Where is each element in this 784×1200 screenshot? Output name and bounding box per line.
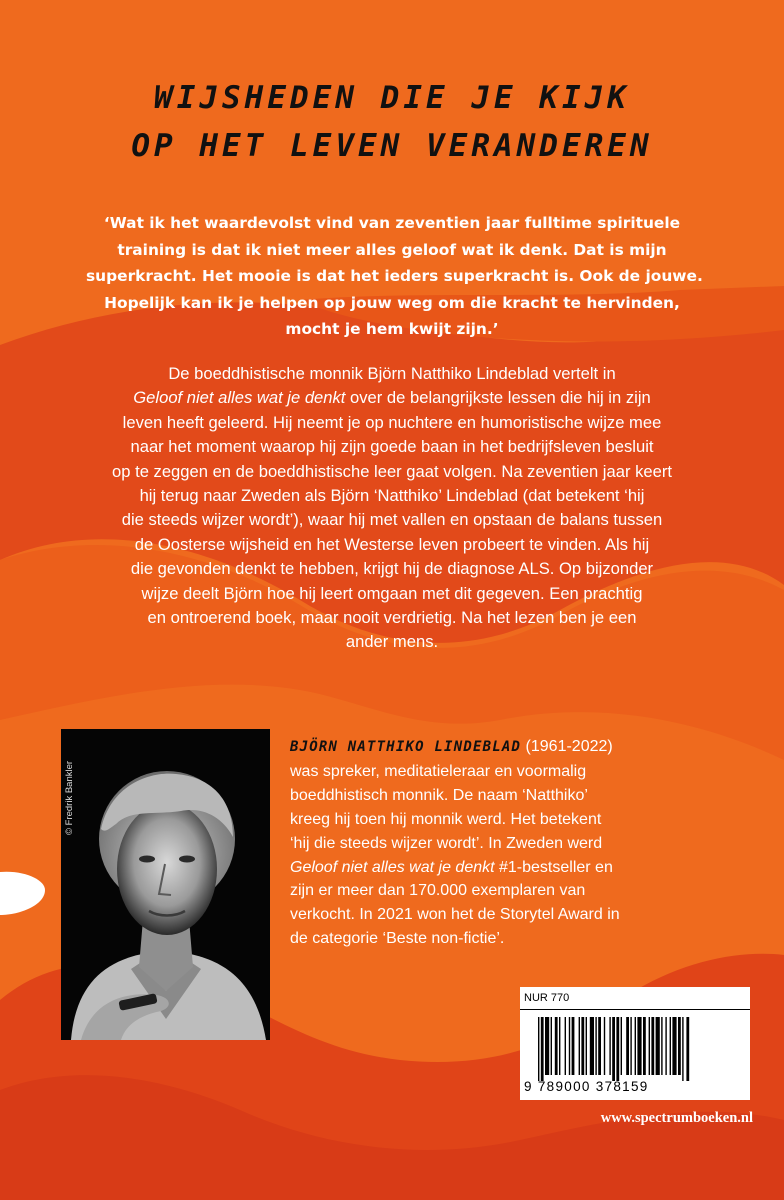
bio-line: kreeg hij toen hij monnik werd. Het betekent	[290, 810, 602, 828]
blurb-line: ander mens.	[345, 632, 439, 652]
publisher-website: www.spectrumboeken.nl	[600, 1110, 753, 1126]
headline-line-2: OP HET LEVEN VERANDEREN	[131, 128, 653, 164]
blurb	[92, 362, 692, 655]
bio-line: boeddhistisch monnik. De naam ‘Natthiko’	[290, 786, 588, 804]
bio-text: #1-bestseller en	[494, 858, 613, 876]
blurb-line: leven heeft geleerd. Hij neemt je op nuchtere en humoristische wijze mee	[122, 412, 662, 432]
blurb-line: wijze deelt Björn hoe hij leert omgaan met dit gegeven. Een prachtig	[141, 583, 643, 603]
quote-line: ‘Wat ik het waardevolst vind van zeventien jaar fulltime spirituele	[103, 214, 681, 232]
quote-line: superkracht. Het mooie is dat het ieders superkracht is. Ook de jouwe.	[86, 267, 703, 286]
headline-line-1: WIJSHEDEN DIE JE KIJK	[154, 80, 630, 116]
blurb-line: en ontroerend boek, maar nooit verdrietig. Na het lezen ben je een	[147, 608, 637, 628]
bio-line: zijn er meer dan 170.000 exemplaren van	[290, 882, 586, 900]
blurb-line: naar het moment waarop hij zijn goede baan in het bedrijfsleven besluit	[130, 437, 654, 457]
author-photo	[61, 729, 270, 1040]
bio-line: was spreker, meditatieleraar en voormalig	[290, 762, 587, 780]
book-title: Geloof niet alles wat je denkt	[290, 858, 495, 876]
blurb-line	[92, 386, 692, 410]
quote-line: training is dat ik niet meer alles geloof wat ik denk. Dat is mijn	[117, 240, 667, 259]
bio-line: de categorie ‘Beste non-fictie’.	[290, 930, 505, 948]
blurb-line: op te zeggen en de boeddhistische leer gaat volgen. Na zeventien jaar keert	[112, 461, 672, 481]
blurb-line: die steeds wijzer wordt’), waar hij met vallen en opstaan de balans tussen	[121, 510, 663, 530]
author-name: BJÖRN NATTHIKO LINDEBLAD	[290, 739, 522, 755]
author-years: (1961-2022)	[521, 738, 613, 755]
author-bio	[290, 735, 760, 951]
blurb-line: hij terug naar Zweden als Björn ‘Natthiko’ Lindeblad (dat betekent ‘hij	[139, 486, 645, 506]
book-title: Geloof niet alles wat je denkt	[133, 388, 346, 408]
bio-line	[290, 856, 760, 880]
bio-line	[290, 735, 760, 760]
quote-line: mocht je hem kwijt zijn.’	[285, 320, 499, 339]
pull-quote	[86, 210, 703, 343]
isbn-number: 9 789000 378159	[524, 1079, 649, 1094]
blurb-line: De boeddhistische monnik Björn Natthiko Lindeblad vertelt in	[168, 364, 616, 383]
headline	[0, 74, 784, 170]
bio-line: verkocht. In 2021 won het de Storytel Award in	[290, 906, 620, 924]
nur-code: NUR 770	[520, 987, 750, 1010]
photo-credit: © Fredrik Bankler	[64, 760, 75, 835]
barcode-bars	[538, 1017, 738, 1081]
bio-line: ‘hij die steeds wijzer wordt’. In Zweden werd	[290, 834, 603, 852]
blurb-text: over de belangrijkste lessen die hij in zijn	[345, 388, 651, 408]
blurb-line: die gevonden denkt te hebben, krijgt hij de diagnose ALS. Op bijzonder	[130, 559, 654, 579]
isbn-barcode	[520, 987, 750, 1100]
quote-line: Hopelijk kan ik je helpen op jouw weg om die kracht te hervinden,	[104, 293, 680, 312]
blurb-line: de Oosterse wijsheid en het Westerse leven probeert te vinden. Als hij	[134, 534, 650, 554]
